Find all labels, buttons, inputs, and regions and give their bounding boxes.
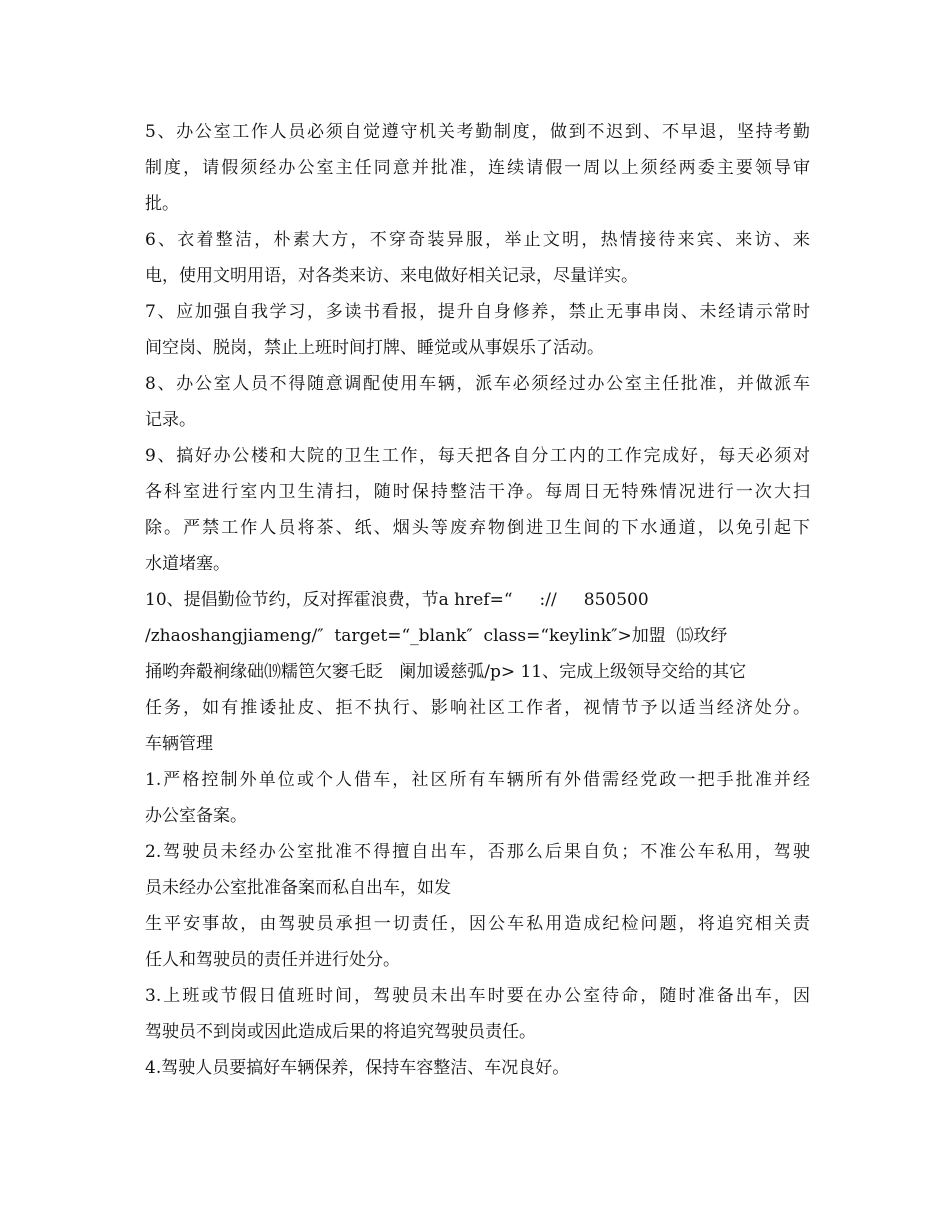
section-heading: 车辆管理 <box>145 734 213 754</box>
text-line: 办公室备案。 <box>145 806 247 826</box>
text-line: 任人和驾驶员的责任并进行处分。 <box>145 950 400 970</box>
text-line: 生平安事故，由驾驶员承担一切责任，因公车私用造成纪检问题，将追究相关责 <box>145 914 810 934</box>
text-line: 8、办公室人员不得随意调配使用车辆，派车必须经过办公室主任批准，并做派车 <box>145 374 810 394</box>
text-line: 6、衣着整洁，朴素大方，不穿奇装异服，举止文明，热情接待来宾、来访、来 <box>145 230 810 250</box>
text-line: 5、办公室工作人员必须自觉遵守机关考勤制度，做到不迟到、不早退，坚持考勤 <box>145 122 810 142</box>
text-line: 批。 <box>145 194 179 214</box>
text-line: 各科室进行室内卫生清扫，随时保持整洁干净。每周日无特殊情况进行一次大扫 <box>145 482 810 502</box>
text-line: 10、提倡勤俭节约，反对挥霍浪费，节a href=“ :// 850500 <box>145 590 649 610</box>
text-line: 2.驾驶员未经办公室批准不得擅自出车，否那么后果自负；不准公车私用，驾驶 <box>145 842 810 862</box>
text-line: 4.驾驶人员要搞好车辆保养，保持车容整洁、车况良好。 <box>145 1058 570 1078</box>
text-line: 1.严格控制外单位或个人借车，社区所有车辆所有外借需经党政一把手批准并经 <box>145 770 810 790</box>
text-line: 间空岗、脱岗，禁止上班时间打牌、睡觉或从事娱乐了活动。 <box>145 338 604 358</box>
text-line: 任务，如有推诿扯皮、拒不执行、影响社区工作者，视情节予以适当经济处分。 <box>145 698 810 718</box>
text-line: 捅哟奔觳裥缘础⒆糯笆欠窭乇眨 阑加谖慈弧/p> 11、完成上级领导交给的其它 <box>145 662 747 682</box>
text-line: 3.上班或节假日值班时间，驾驶员未出车时要在办公室待命，随时准备出车，因 <box>145 986 810 1006</box>
text-line: 7、应加强自我学习，多读书看报，提升自身修养，禁止无事串岗、未经请示常时 <box>145 302 810 322</box>
text-line: 水道堵塞。 <box>145 554 230 574</box>
text-line: /zhaoshangjiameng/″ target=“_blank″ class=“keylink″>加盟 ⒂玫纾 <box>145 626 728 646</box>
text-line: 电，使用文明用语，对各类来访、来电做好相关记录，尽量详实。 <box>145 266 638 286</box>
text-line: 驾驶员不到岗或因此造成后果的将追究驾驶员责任。 <box>145 1022 536 1042</box>
document-body <box>145 114 810 1086</box>
text-line: 制度，请假须经办公室主任同意并批准，连续请假一周以上须经两委主要领导审 <box>145 158 810 178</box>
text-line: 员未经办公室批准备案而私自出车，如发 <box>145 878 451 898</box>
text-line: 9、搞好办公楼和大院的卫生工作，每天把各自分工内的工作完成好，每天必须对 <box>145 446 810 466</box>
text-line: 记录。 <box>145 410 196 430</box>
text-line: 除。严禁工作人员将茶、纸、烟头等废弃物倒进卫生间的下水通道，以免引起下 <box>145 518 810 538</box>
